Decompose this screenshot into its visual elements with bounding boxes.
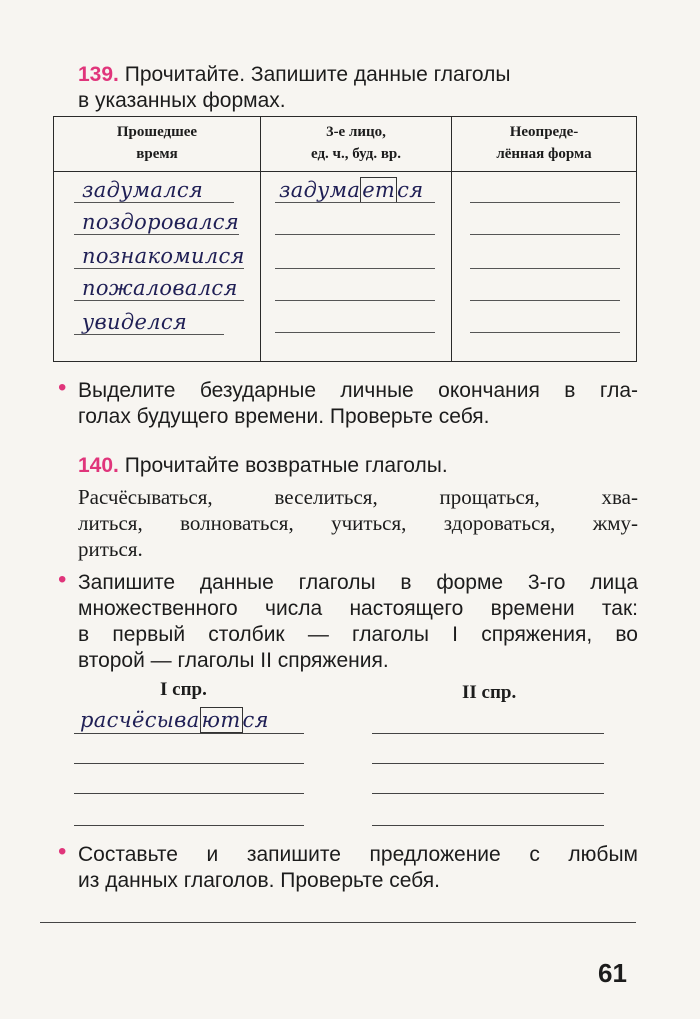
hw-conj1-suffix: ся (242, 708, 269, 732)
answer-line-conj2 (372, 825, 604, 826)
ex139-instruction-line1: Прочитайте. Запишите данные глаголы (124, 63, 511, 86)
hw-third-suffix: ся (397, 178, 424, 202)
ex140-final-task (78, 842, 638, 894)
blank-line (470, 300, 620, 301)
ex139-task-line1: Выделите безударные личные окончания в гла- (78, 379, 638, 402)
third-person-column (261, 172, 452, 362)
answer-line-conj2 (372, 763, 604, 764)
past-tense-column (54, 172, 261, 362)
ex139-task (78, 378, 638, 430)
final-task-line2: из данных глаголов. Проверьте себя. (78, 869, 440, 892)
blank-line (275, 268, 435, 269)
ex140-instruction (78, 453, 448, 479)
answer-line-conj2 (372, 793, 604, 794)
handwritten-past-2: поздоровался (82, 210, 240, 234)
ex139-instruction-line2: в указанных формах. (78, 89, 286, 112)
infinitive-column (452, 172, 637, 362)
ex140-verb-list (78, 484, 638, 562)
ex140-task (78, 570, 638, 674)
handwritten-conj1-example (80, 708, 269, 732)
page-number: 61 (598, 958, 627, 988)
bullet-icon: • (58, 838, 67, 865)
blank-line (470, 234, 620, 235)
verbs-line1: Расчёсываться, веселиться, прощаться, хва- (78, 485, 638, 509)
header-past-line2: время (136, 146, 178, 162)
header-past-line1: Прошедшее (116, 124, 198, 140)
answer-line-conj2 (372, 733, 604, 734)
ex139-number: 139. (78, 63, 119, 86)
hw-conj1-stem: расчёсыва (80, 708, 200, 732)
bullet-icon: • (58, 566, 67, 593)
verbs-line2: литься, волноваться, учиться, здороваться, жму- (78, 511, 638, 535)
answer-line-conj1 (74, 733, 304, 734)
header-third-line1: 3-е лицо, (326, 124, 386, 140)
handwritten-past-5: увиделся (82, 310, 188, 334)
answer-line-conj1 (74, 763, 304, 764)
bullet-icon: • (58, 374, 67, 401)
header-past-tense (54, 117, 261, 172)
hw-conj1-ending-box: ют (201, 708, 241, 732)
ex140-task-line4: второй — глаголы II спряжения. (78, 649, 389, 672)
verb-forms-table (53, 116, 637, 362)
handwritten-past-4: пожаловался (82, 276, 238, 300)
hw-third-ending-box: ет (362, 178, 396, 202)
ex140-task-line2: множественного числа настоящего времени так: (78, 597, 638, 620)
header-inf-line1: Неопреде- (509, 124, 579, 140)
verbs-line3: риться. (78, 537, 143, 561)
handwritten-past-1: задумался (82, 178, 204, 202)
blank-line (470, 332, 620, 333)
header-inf-line2: лённая форма (496, 146, 592, 162)
answer-line-sentence (40, 922, 636, 923)
handwritten-third-person (279, 178, 423, 202)
header-third-person (261, 117, 452, 172)
ex140-number: 140. (78, 454, 119, 477)
answer-line-conj1 (74, 793, 304, 794)
ex139-instruction (78, 62, 638, 88)
answer-line-conj1 (74, 825, 304, 826)
hw-third-stem: задума (279, 178, 361, 202)
header-third-line2: ед. ч., буд. вр. (310, 146, 402, 162)
handwritten-past-3: познакомился (82, 244, 245, 268)
ex139-task-line2: голах будущего времени. Проверьте себя. (78, 405, 490, 428)
ex140-instruction-text: Прочитайте возвратные глаголы. (124, 454, 448, 477)
column-heading-conj2: II спр. (462, 682, 517, 703)
blank-line (275, 234, 435, 235)
ex140-task-line3: в первый столбик — глаголы I спряжения, во (78, 623, 638, 646)
ex140-task-line1: Запишите данные глаголы в форме 3-го лица (78, 571, 638, 594)
blank-line (470, 202, 620, 203)
column-heading-conj1: I спр. (160, 679, 207, 700)
blank-line (470, 268, 620, 269)
blank-line (275, 332, 435, 333)
final-task-line1: Составьте и запишите предложение с любым (78, 843, 638, 866)
header-infinitive (452, 117, 637, 172)
blank-line (275, 300, 435, 301)
